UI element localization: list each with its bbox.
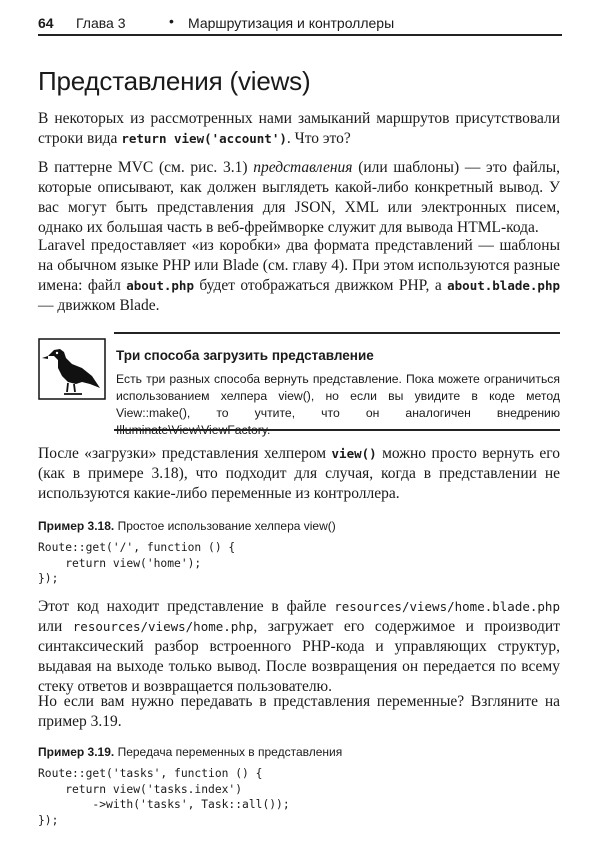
note-box xyxy=(38,332,560,432)
inline-code: resources/views/home.php xyxy=(72,619,254,634)
inline-code: about.blade.php xyxy=(447,278,561,293)
paragraph-variables: Но если вам нужно передавать в представления переменные? Взгляните на пример 3.19. xyxy=(38,693,560,730)
page-number: 64 xyxy=(38,15,54,31)
emphasis: представления xyxy=(253,159,353,176)
note-body: Есть три разных способа вернуть представление. Пока можете ограничиться использованием хелпера view(), но если вы увидите в коде метод View::make(), то учтите, что он аналогичен внедрению xyxy=(116,372,560,420)
header-rule xyxy=(38,34,562,36)
example-caption: Пример 3.19. Передача переменных в представления xyxy=(38,745,343,759)
paragraph-mvc: В паттерне MVC (см. рис. 3.1) представления (или шаблоны) — это файлы, которые описывают, как должен выглядеть какой-либо конкретный вывод. У вас могут быть представления для JSON, XML или электронных писем, однако их большая часть в веб-фреймворке служит для вывода HTML-кода. xyxy=(38,159,561,236)
paragraph-intro: В некоторых из рассмотренных нами замыканий маршрутов присутствовали строки вида return view('account'). Что это? xyxy=(38,110,560,147)
chapter-title: Маршрутизация и контроллеры xyxy=(188,15,395,31)
paragraph-view-lookup: Этот код находит представление в файле resources/views/home.blade.php или resources/views/home.php, загружает его содержимое и производит синтаксический разбор встроенного PHP-кода и управляющих структур, выдавая на выходе только вывод. После возвращения он передается по всему стеку ответов и возвращается пользователю. xyxy=(38,598,561,695)
note-bottom-rule xyxy=(114,429,560,431)
header-bullet: • xyxy=(169,13,174,29)
code-example: Route::get('/', function () { return view('home'); }); xyxy=(38,541,236,585)
crow-icon xyxy=(38,338,106,400)
section-title: Представления (views) xyxy=(38,66,311,96)
paragraph-view-helper: После «загрузки» представления хелпером view() можно просто вернуть его (как в примере 3.18), что подходит для случая, когда в представлении не используются какие-либо переменные из контроллера. xyxy=(38,445,560,502)
inline-code: view() xyxy=(331,446,377,461)
note-title: Три способа загрузить представление xyxy=(116,348,374,363)
chapter-label: Глава 3 xyxy=(76,15,126,31)
paragraph-formats: Laravel предоставляет «из коробки» два формата представлений — шаблоны на обычном языке PHP или Blade (см. главу 4). При этом используются разные имена: файл about.php будет отображаться движком PHP, а about.blade.php — движком Blade. xyxy=(38,237,561,314)
inline-code: about.php xyxy=(126,278,194,293)
example-label: Пример 3.18. xyxy=(38,519,115,533)
note-top-rule xyxy=(114,332,560,334)
inline-code: resources/views/home.blade.php xyxy=(334,599,560,614)
running-head xyxy=(38,12,562,36)
inline-code: return view('account') xyxy=(121,131,287,146)
example-caption: Пример 3.18. Простое использование хелпера view() xyxy=(38,519,336,533)
example-label: Пример 3.19. xyxy=(38,745,115,759)
code-example: Route::get('tasks', function () { return view('tasks.index') ->with('tasks', Task::all()); }); xyxy=(38,767,290,827)
